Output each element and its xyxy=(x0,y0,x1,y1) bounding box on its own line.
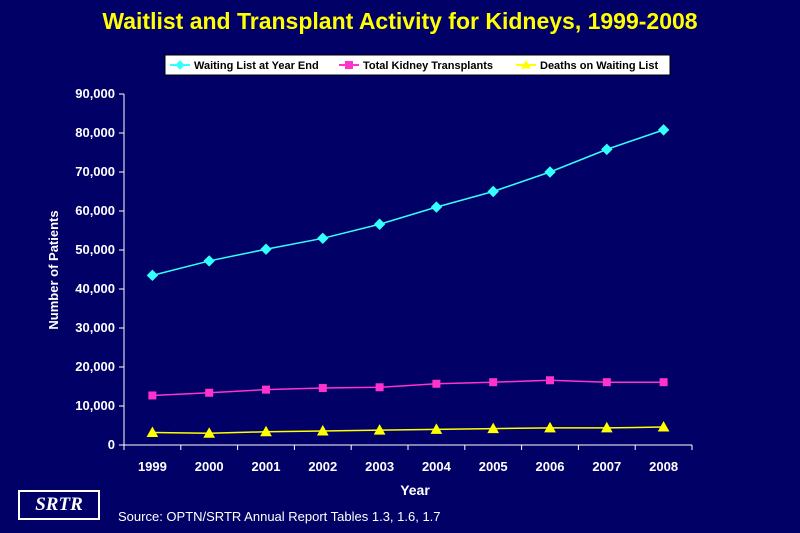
legend-marker xyxy=(346,62,353,69)
data-point xyxy=(206,389,213,396)
source-note: Source: OPTN/SRTR Annual Report Tables 1.3, 1.6, 1.7 xyxy=(118,509,441,524)
y-axis-label: Number of Patients xyxy=(46,210,61,330)
data-point xyxy=(545,167,555,177)
chart-title: Waitlist and Transplant Activity for Kidneys, 1999-2008 xyxy=(102,8,698,34)
data-point xyxy=(659,125,669,135)
data-point xyxy=(319,385,326,392)
x-tick-label: 2004 xyxy=(421,459,451,474)
data-point xyxy=(602,144,612,154)
y-tick-label: 90,000 xyxy=(75,86,115,101)
x-tick-label: 1999 xyxy=(137,459,167,474)
data-point xyxy=(603,379,610,386)
y-tick-label: 50,000 xyxy=(75,242,115,257)
y-tick-label: 10,000 xyxy=(75,398,115,413)
y-tick-label: 70,000 xyxy=(75,164,115,179)
legend xyxy=(165,55,670,75)
x-tick-label: 2002 xyxy=(308,459,338,474)
srtr-logo: SRTR xyxy=(18,490,100,520)
data-point xyxy=(318,233,328,243)
x-tick-label: 2006 xyxy=(535,459,565,474)
data-point xyxy=(488,187,498,197)
x-tick-label: 2005 xyxy=(478,459,508,474)
legend-label: Total Kidney Transplants xyxy=(363,60,493,72)
data-point xyxy=(375,219,385,229)
data-point xyxy=(433,380,440,387)
x-axis-label: Year xyxy=(400,482,430,498)
data-point xyxy=(149,392,156,399)
data-point xyxy=(376,384,383,391)
series-line xyxy=(152,427,663,433)
data-point xyxy=(261,244,271,254)
x-tick-label: 2000 xyxy=(194,459,224,474)
legend-label: Waiting List at Year End xyxy=(194,60,319,72)
plot-area xyxy=(75,86,692,474)
data-point xyxy=(490,379,497,386)
data-point xyxy=(660,379,667,386)
y-tick-label: 30,000 xyxy=(75,320,115,335)
x-tick-label: 2003 xyxy=(365,459,395,474)
data-point xyxy=(204,256,214,266)
data-point xyxy=(263,386,270,393)
data-point xyxy=(547,377,554,384)
series-line xyxy=(152,380,663,395)
x-tick-label: 2001 xyxy=(251,459,281,474)
legend-label: Deaths on Waiting List xyxy=(540,60,659,72)
data-point xyxy=(431,202,441,212)
y-tick-label: 40,000 xyxy=(75,281,115,296)
y-tick-label: 0 xyxy=(107,437,115,452)
series-line xyxy=(152,130,663,275)
x-tick-label: 2007 xyxy=(592,459,622,474)
y-tick-label: 80,000 xyxy=(75,125,115,140)
data-point xyxy=(147,270,157,280)
x-tick-label: 2008 xyxy=(649,459,679,474)
y-tick-label: 60,000 xyxy=(75,203,115,218)
y-tick-label: 20,000 xyxy=(75,359,115,374)
